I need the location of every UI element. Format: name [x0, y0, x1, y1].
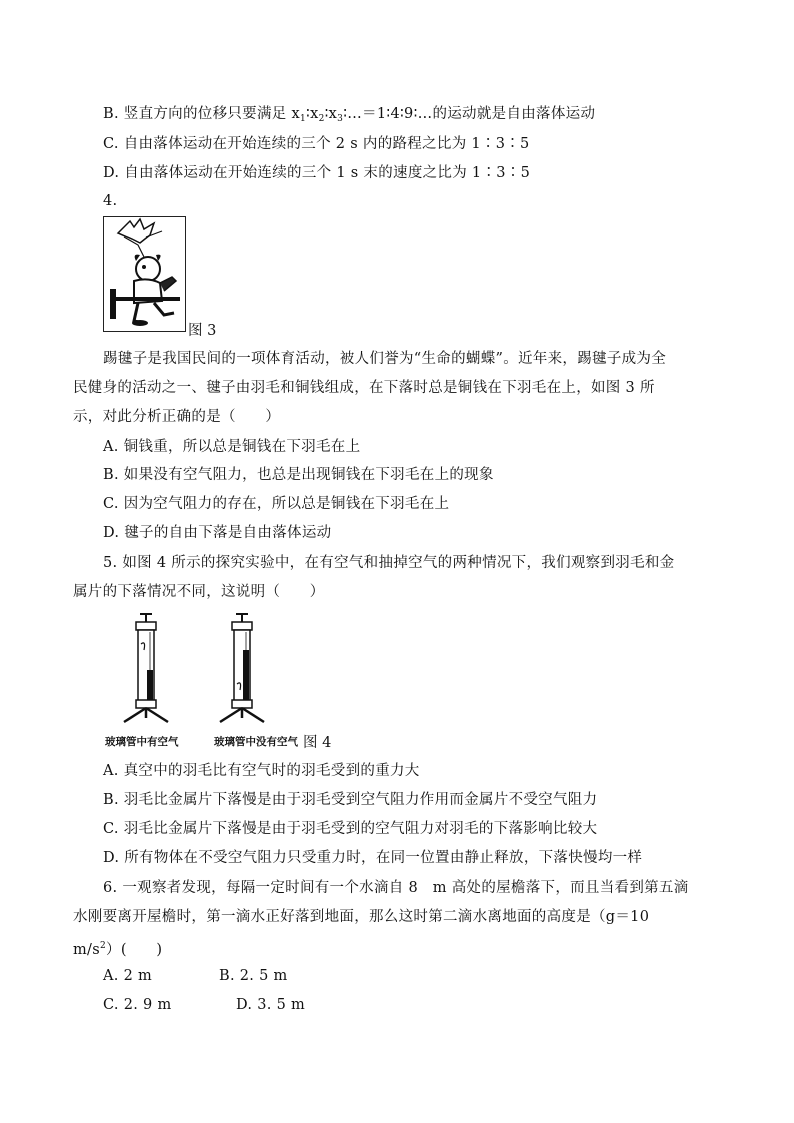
- q4-option-a: A. 铜钱重，所以总是铜钱在下羽毛在上: [103, 439, 361, 455]
- q4-stem-line2: 民健身的活动之一、毽子由羽毛和铜钱组成，在下落时总是铜钱在下羽毛在上，如图 3 所: [73, 380, 655, 396]
- q6-stem-line2: 水刚要离开屋檐时，第一滴水正好落到地面，那么这时第二滴水离地面的高度是（g＝10: [73, 909, 650, 925]
- figure-4-label: 图 4: [303, 735, 332, 751]
- q3-option-b: B. 竖直方向的位移只要满足 $x_1∶x_2∶x_3∶\dots=1∶4∶9∶\dots$的运动就是自由落体运动: [103, 106, 596, 124]
- q4-number: 4.: [103, 193, 118, 209]
- q4-stem-line3: 示，对此分析正确的是（ ）: [73, 409, 281, 425]
- tube-without-air-caption: 玻璃管中没有空气: [214, 736, 298, 748]
- q4-option-b: B. 如果没有空气阻力，也总是出现铜钱在下羽毛在上的现象: [103, 467, 494, 483]
- shuttlecock-kicker-illustration: [104, 217, 185, 331]
- q6-stem-line1: 6. 一观察者发现，每隔一定时间有一个水滴自 8 m 高处的屋檐落下，而且当看到第五滴: [103, 880, 689, 896]
- tube-with-air-caption: 玻璃管中有空气: [105, 736, 179, 748]
- tube-without-air: [220, 614, 264, 722]
- q5-option-a: A. 真空中的羽毛比有空气时的羽毛受到的重力大: [103, 763, 420, 779]
- q3-option-d: D. 自由落体运动在开始连续的三个 1 s 末的速度之比为 1∶3∶5: [103, 165, 531, 181]
- q5-option-c: C. 羽毛比金属片下落慢是由于羽毛受到的空气阻力对羽毛的下落影响比较大: [103, 821, 598, 837]
- q5-option-d: D. 所有物体在不受空气阻力只受重力时，在同一位置由静止释放，下落快慢均一样: [103, 850, 643, 866]
- q5-stem-line1: 5. 如图 4 所示的探究实验中，在有空气和抽掉空气的两种情况下，我们观察到羽毛和金: [103, 555, 675, 571]
- q4-option-c: C. 因为空气阻力的存在，所以总是铜钱在下羽毛在上: [103, 496, 450, 512]
- figure-3-label: 图 3: [188, 323, 217, 339]
- q4-stem-line1: 踢毽子是我国民间的一项体育活动，被人们誉为“生命的蝴蝶”。近年来，踢毽子成为全: [103, 351, 667, 367]
- q6-option-b: B. 2. 5 m: [219, 968, 288, 984]
- q6-stem-line3: $m/s^2$）( ): [73, 941, 163, 958]
- glass-tube-experiment-figure: [110, 610, 310, 730]
- q6-option-d: D. 3. 5 m: [236, 997, 306, 1013]
- q5-option-b: B. 羽毛比金属片下落慢是由于羽毛受到空气阻力作用而金属片不受空气阻力: [103, 792, 598, 808]
- shuttlecock-figure: [103, 216, 186, 332]
- tube-with-air: [124, 614, 168, 722]
- q5-stem-line2: 属片的下落情况不同，这说明（ ）: [73, 584, 325, 600]
- q6-option-c: C. 2. 9 m: [103, 997, 172, 1013]
- q3-option-c: C. 自由落体运动在开始连续的三个 2 s 内的路程之比为 1∶3∶5: [103, 136, 530, 152]
- q4-option-d: D. 毽子的自由下落是自由落体运动: [103, 525, 332, 541]
- q6-option-a: A. 2 m: [103, 968, 153, 984]
